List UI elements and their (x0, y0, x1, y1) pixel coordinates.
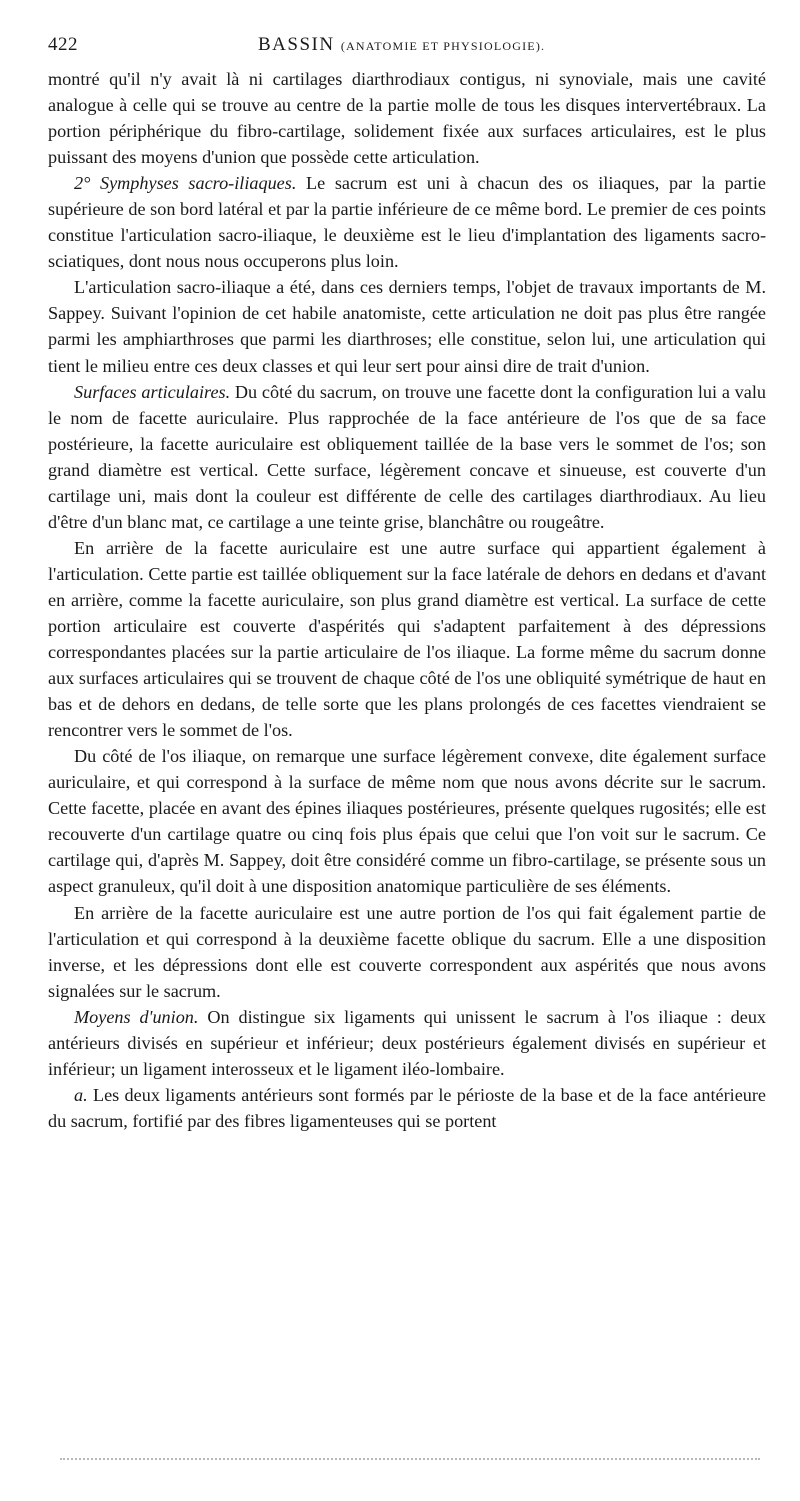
paragraph-8: Moyens d'union. On distingue six ligaments qui unissent le sacrum à l'os iliaque : deux antérieurs divisés en supérieur et inférieur; deux postérieurs également divisés en supérieur et inférieur; un ligament interosseux et le ligament iléo-lombaire. (48, 1006, 767, 1079)
page-number: 422 (48, 34, 78, 55)
paragraph-6: Du côté de l'os iliaque, on remarque une surface légèrement convexe, dite également surface auriculaire, et qui correspond à la surface de même nom que nous avons décrite sur le sacrum. Cette facette, placée en avant des épines iliaques postérieures, présente quelques rugosités; elle est recouverte d'un cartilage quatre ou cinq fois plus épais que celui que l'on voit sur le sacrum. Ce cartilage qui, d'après M. Sappey, doit être considéré comme un fibro-cartilage, se présente sous un aspect granuleux, qu'il doit à une disposition anatomique particulière de ses éléments. (48, 746, 766, 897)
running-head-title: BASSIN (258, 34, 335, 55)
paragraph-heading: a. (74, 1084, 88, 1105)
paragraph-9: a. Les deux ligaments antérieurs sont formés par le périoste de la base et de la face antérieure du sacrum, fortifié par des fibres ligamenteuses qui se portent (48, 1084, 766, 1131)
paragraph-5: En arrière de la facette auriculaire est une autre surface qui appartient également à l'articulation. Cette partie est taillée obliquement sur la face latérale de dehors en dedans et d'avant en arrière, comme la facette auriculaire, son plus grand diamètre est vertical. La surface de cette portion articulaire est couverte d'aspérités qui s'adaptent parfaitement à des dépressions correspondantes placées sur la partie articulaire de l'os iliaque. La forme même du sacrum donne aux surfaces articulaires qui se trouvent de chaque côté de l'os une obliquité symétrique de haut en bas et de dehors en dedans, de telle sorte que les plans prolongés de ces facettes viendraient se rencontrer vers le sommet de l'os. (48, 537, 766, 741)
running-head (258, 34, 545, 56)
body-text (48, 66, 766, 1134)
paragraph-heading: 2° Symphyses sacro-iliaques. (74, 173, 297, 194)
page-header (48, 30, 770, 64)
bleed-through-rule (60, 1458, 760, 1460)
paragraph-1: montré qu'il n'y avait là ni cartilages diarthrodiaux contigus, ni synoviale, mais une cavité analogue à celle qui se trouve au centre de la partie molle de tous les disques intervertébraux. La portion périphérique du fibro-cartilage, solidement fixée aux surfaces articulaires, est le plus puissant des moyens d'union que possède cette articulation. (48, 69, 766, 168)
paragraph-heading: Moyens d'union. (74, 1006, 199, 1027)
paragraph-2: 2° Symphyses sacro-iliaques. Le sacrum est uni à chacun des os iliaques, par la partie supérieure de son bord latéral et par la partie inférieure de ce même bord. Le premier de ces points constitue l'articulation sacro-iliaque, le deuxième est le lieu d'implantation des ligaments sacro-sciatiques, dont nous nous occuperons plus loin. (48, 173, 767, 272)
running-head-subtitle: (ANATOMIE ET PHYSIOLOGIE). (340, 39, 546, 53)
paragraph-heading: Surfaces articulaires. (74, 381, 231, 402)
paragraph-3: L'articulation sacro-iliaque a été, dans ces derniers temps, l'objet de travaux importants de M. Sappey. Suivant l'opinion de cet habile anatomiste, cette articulation ne doit pas plus être rangée parmi les amphiarthroses que parmi les diarthroses; elle constitue, selon lui, une articulation qui tient le milieu entre ces deux classes et qui leur sert pour ainsi dire de trait d'union. (48, 277, 766, 376)
paragraph-4: Surfaces articulaires. Du côté du sacrum, on trouve une facette dont la configuration lui a valu le nom de facette auriculaire. Plus rapprochée de la face antérieure de l'os que de sa face postérieure, la facette auriculaire est obliquement taillée de la base vers le sommet de l'os; son grand diamètre est vertical. Cette surface, légèrement concave et sinueuse, est couverte d'un cartilage uni, mais dont la couleur est différente de celle des cartilages diarthrodiaux. Au lieu d'être d'un blanc mat, ce cartilage a une teinte grise, blanchâtre ou rougeâtre. (48, 381, 766, 532)
paragraph-7: En arrière de la facette auriculaire est une autre portion de l'os qui fait également partie de l'articulation et qui correspond à la deuxième facette oblique du sacrum. Elle a une disposition inverse, et les dépressions dont elle est couverte correspondent aux aspérités que nous avons signalées sur le sacrum. (48, 902, 766, 1001)
